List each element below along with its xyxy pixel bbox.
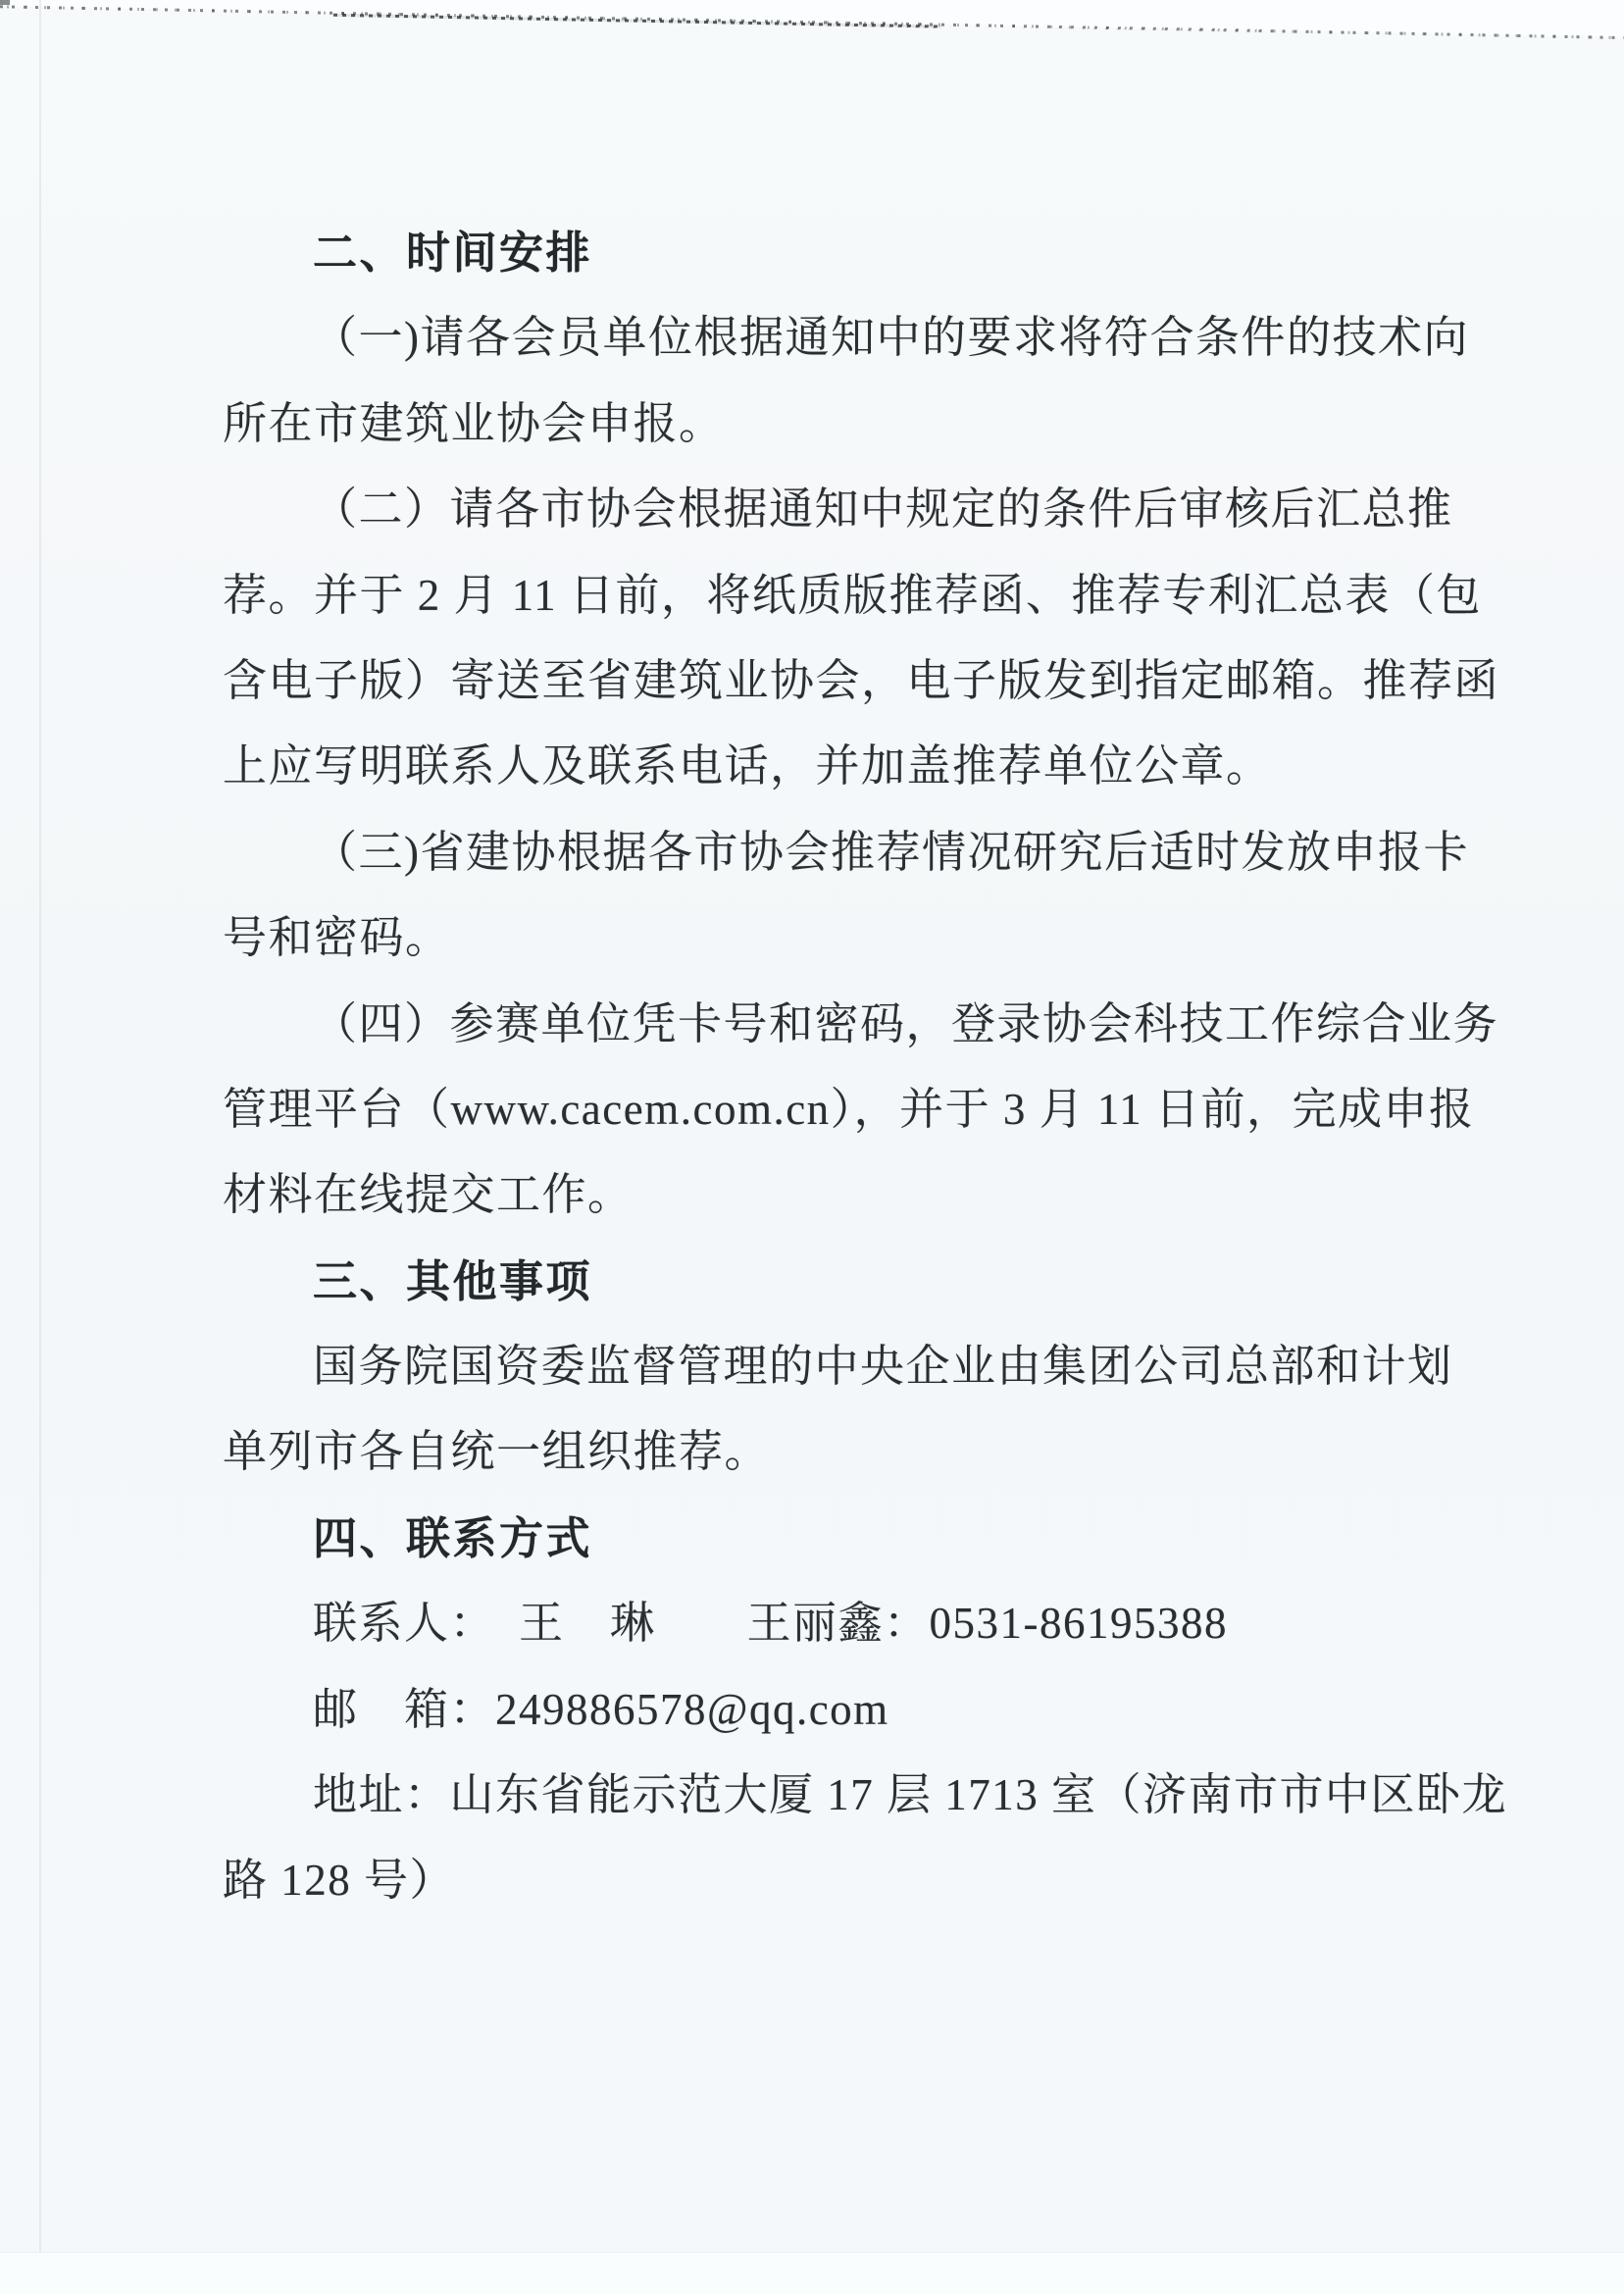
section-heading-time-arrangement: 二、时间安排 bbox=[313, 228, 593, 278]
text-line: （一)请各会员单位根据通知中的要求将符合条件的技术向 bbox=[313, 313, 1469, 363]
scan-artifact-corner-mark bbox=[0, 0, 10, 5]
text-line: 含电子版）寄送至省建筑业协会，电子版发到指定邮箱。推荐函 bbox=[223, 655, 1500, 705]
text-line: 国务院国资委监督管理的中央企业由集团公司总部和计划 bbox=[313, 1342, 1453, 1392]
section-heading-other-matters: 三、其他事项 bbox=[313, 1255, 593, 1306]
text-line: 所在市建筑业协会申报。 bbox=[223, 398, 725, 448]
contact-email-line: 邮 箱：249886578@qq.com bbox=[313, 1684, 889, 1734]
scan-artifact-bottom-strip bbox=[0, 2252, 1624, 2294]
scan-artifact-left-line bbox=[39, 0, 41, 2294]
text-line: （三)省建协根据各市协会推荐情况研究后适时发放申报卡 bbox=[313, 827, 1469, 877]
text-line: 材料在线提交工作。 bbox=[223, 1170, 634, 1220]
section-heading-contact-info: 四、联系方式 bbox=[313, 1512, 593, 1563]
contact-person-line: 联系人： 王 琳 王丽鑫：0531-86195388 bbox=[313, 1599, 1228, 1649]
text-line: 单列市各自统一组织推荐。 bbox=[223, 1427, 771, 1477]
text-line: 上应写明联系人及联系电话，并加盖推荐单位公章。 bbox=[223, 741, 1272, 791]
text-line: （二）请各市协会根据通知中规定的条件后审核后汇总推 bbox=[313, 484, 1453, 535]
document-text-block bbox=[223, 210, 1508, 1924]
text-line: 号和密码。 bbox=[223, 913, 451, 963]
contact-address-line: 地址：山东省能示范大厦 17 层 1713 室（济南市市中区卧龙 bbox=[313, 1770, 1508, 1820]
contact-address-line-2: 路 128 号） bbox=[223, 1856, 456, 1906]
text-line: 荐。并于 2 月 11 日前，将纸质版推荐函、推荐专利汇总表（包 bbox=[223, 570, 1482, 620]
text-line: 管理平台（www.cacem.com.cn），并于 3 月 11 日前，完成申报 bbox=[223, 1084, 1475, 1134]
text-line: （四）参赛单位凭卡号和密码，登录协会科技工作综合业务 bbox=[313, 998, 1499, 1048]
